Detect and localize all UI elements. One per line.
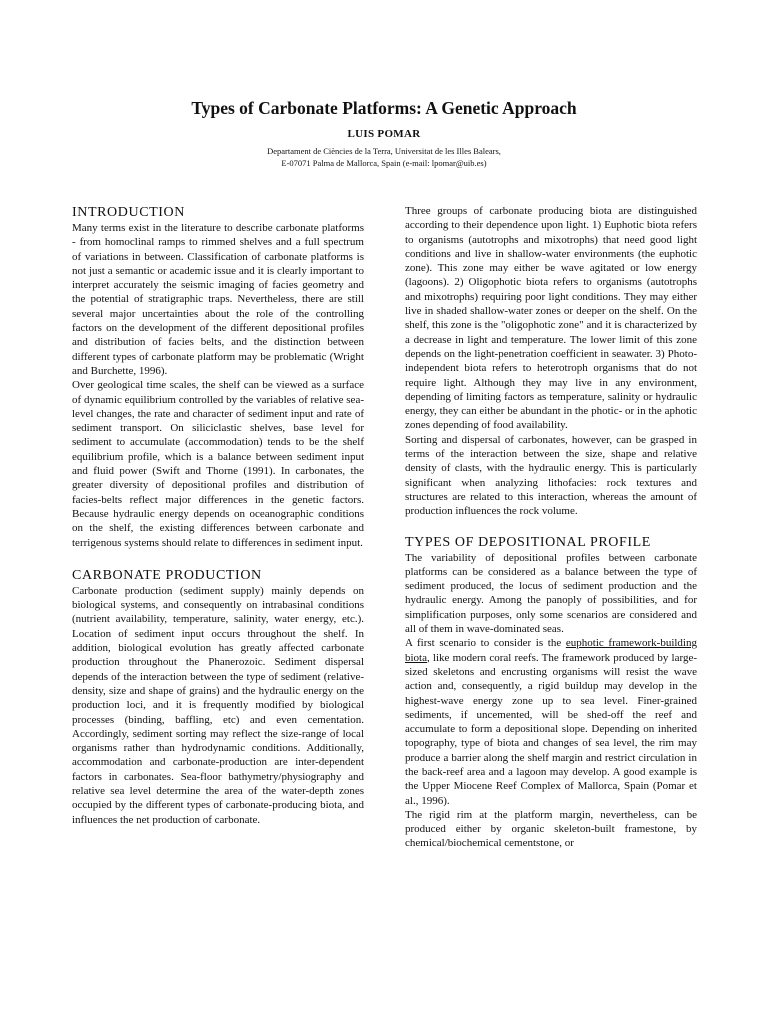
section-heading-depositional-profile: TYPES OF DEPOSITIONAL PROFILE xyxy=(405,534,651,550)
carbonate-production-paragraph: Carbonate production (sediment supply) mainly depends on biological systems, and consequently on intrabasinal conditions (nutrient availability, temperature, salinity, water energy, etc.). Location of sediment input occurs throughout the shelf. In addition, biological evolution has greatly affected carbonate production throughout the Phanerozoic. Sediment dispersal depends of the interaction between the type of sediment (relative-density, size and shape of grains) and the hydraulic energy on the production loci, and it is frequently modified by biological processes (binding, baffling, etc) and even cementation. Accordingly, sediment sorting may reflect the size-range of local organisms rather than hydrodynamic conditions. Additionally, accommodation and carbonate-production are inter-dependent factors in carbonates. Sea-floor bathymetry/physiography and relative sea level determine the area of the water-depth zones occupied by the different types of carbonate-producing biota, and influences the net production of carbonate. xyxy=(72,584,364,826)
affiliation-line-2: E-07071 Palma de Mallorca, Spain (e-mail: lpomar@uib.es) xyxy=(281,158,487,168)
paragraph-text-start: A first scenario to consider is the xyxy=(405,637,566,650)
depositional-profile-paragraph-2 xyxy=(405,636,697,808)
author-name: LUIS POMAR xyxy=(347,128,421,140)
section-heading-introduction: INTRODUCTION xyxy=(72,205,185,220)
left-column xyxy=(72,204,364,827)
depositional-profile-paragraph-3: The rigid rim at the platform margin, nevertheless, can be produced either by organic skeleton-built framestone, by chemical/biochemical cementstone, or xyxy=(405,808,697,850)
biota-paragraph-1: Three groups of carbonate producing biota are distinguished according to their dependence upon light. 1) Euphotic biota refers to organisms (autotrophs and mixotrophs) that need good light conditions and live in shallow-water environments (the euphotic zone). This zone may either be wave agitated or low energy (lagoons). 2) Oligophotic biota refers to organisms (autotrophs and mixotrophs) requiring poor light conditions. They may either live in shaded shallow-water zones or deeper on the shelf. On the shelf, this zone is the "oligophotic zone" and it is characterized by a decrease in light and temperature. The lower limit of this zone depends on the light-penetration coefficient in seawater. 3) Photo-independent biota refers to heterotroph organisms that do not require light. Although they may live in any environment, depending of limiting factors as temperature, salinity or hydraulic energy, they can either be abundant in the photic- or in the aphotic zones depending of food availability. xyxy=(405,205,697,432)
depositional-profile-paragraph-1: The variability of depositional profiles between carbonate platforms can be considered as a balance between the type of sediment produced, the locus of sediment production and the hydraulic energy. Among the panoply of possibilities, and for simplification purposes, only some scenarios are considered and all of them in wave-dominated seas. xyxy=(405,551,697,636)
section-heading-carbonate-production: CARBONATE PRODUCTION xyxy=(72,567,262,583)
paragraph-text-end: , like modern coral reefs. The framework produced by large-sized skeletons and encrusting organisms will resist the wave action and, consequently, a rigid buildup may develop in the highest-wave energy zone up to sea level. Finer-grained sediments, if uncemented, will be shed-off the reef and accumulate to form a depositional slope. Depending on inherited topography, type of biota and changes of sea level, the rim may produce a barrier along the shelf margin and restrict circulation in the back-reef area and a lagoon may develop. A good example is the Upper Miocene Reef Complex of Mallorca, Spain (Pomar et al., 1996). xyxy=(405,651,697,807)
right-column xyxy=(405,204,697,851)
paper-title: Types of Carbonate Platforms: A Genetic Approach xyxy=(191,98,577,118)
introduction-paragraph-1: Many terms exist in the literature to describe carbonate platforms - from homoclinal ramps to rimmed shelves and a full spectrum of variations in between. Classification of carbonate platforms is not just a semantic or academic issue and it is clearly important to interpret accurately the seismic imaging of facies geometry and the potential of stratigraphic traps. Nevertheless, there are still several major uncertainties about the role of the controlling factors on the development of the different depositional profiles and distribution of facies belts, and the distinction between different types of carbonate platform may be problematic (Wright and Burchette, 1996). xyxy=(72,222,364,377)
biota-paragraph-2: Sorting and dispersal of carbonates, however, can be grasped in terms of the interaction between the size, shape and relative density of clasts, with the hydraulic energy. This is particularly significant when analyzing lithofacies: rock textures and structures are related to this interaction, whereas the amount of production influences the rock volume. xyxy=(405,433,697,518)
underlined-term-euphotic-framework: euphotic framework-building biota xyxy=(405,637,697,664)
affiliation-line-1: Departament de Ciències de la Terra, Universitat de les Illes Balears, xyxy=(267,146,501,156)
introduction-paragraph-2: Over geological time scales, the shelf can be viewed as a surface of dynamic equilibrium controlled by the variables of relative sea-level changes, the rate and character of sediment input and rate of sediment transport. On siliciclastic shelves, base level for sediment to accumulate (accommodation) tends to be the shelf equilibrium profile, which is a balance between sediment input and fluid power (Swift and Thorne (1991). In carbonates, the greater diversity of depositional profiles and distribution of facies-belts reflect major differences in the genetic factors. Because hydraulic energy depends on oceanographic conditions on the shelf, the existing differences between carbonate and terrigenous systems should relate to differences in sediment input. xyxy=(72,379,364,549)
